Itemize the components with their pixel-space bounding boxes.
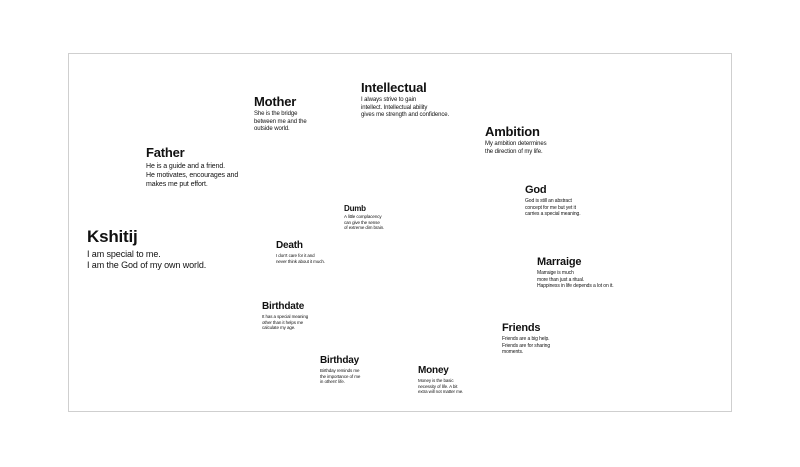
node-desc-money: Money is the basic necessity of life. A bit extra will not matter me. <box>418 378 464 394</box>
node-money <box>418 365 463 395</box>
node-title-marraige: Marraige <box>537 256 582 268</box>
node-title-mother: Mother <box>254 94 297 109</box>
node-title-ambition: Ambition <box>485 124 540 139</box>
node-title-birthday: Birthday <box>320 355 359 366</box>
node-title-father: Father <box>146 145 185 160</box>
node-intellectual <box>361 80 449 120</box>
node-desc-ambition: My ambition determines the direction of my life. <box>485 141 547 155</box>
node-god <box>525 184 580 218</box>
node-ambition <box>485 124 547 156</box>
node-death <box>276 240 325 264</box>
node-desc-mother: She is the bridge between me and the outside world. <box>254 111 307 132</box>
node-desc-birthdate: It has a special meaning other than it helps me calculate my age. <box>262 314 309 330</box>
node-desc-god: God is still an abstract concept for me but yet it carries a special meaning. <box>525 198 581 217</box>
node-birthday <box>320 355 360 385</box>
node-desc-intellectual: I always strive to gain intellect. Intellectual ability gives me strength and confidence. <box>361 97 450 118</box>
node-title-kshitij: Kshitij <box>87 227 138 246</box>
node-title-friends: Friends <box>502 322 541 334</box>
node-desc-kshitij: I am special to me. I am the God of my own world. <box>87 249 207 270</box>
node-father <box>146 145 238 189</box>
node-desc-dumb: A little complacency can give the sense of extreme dim brain. <box>344 214 385 230</box>
node-desc-marraige: Marraige is much more than just a ritual. Happiness in life depends a lot on it. <box>537 270 614 289</box>
node-marraige <box>537 256 614 290</box>
node-mother <box>254 94 307 134</box>
node-title-god: God <box>525 184 547 196</box>
node-desc-birthday: Birthday reminds me the importance of me in others' life. <box>320 368 361 384</box>
node-desc-death: I don't care for it and never think about it much. <box>276 253 325 264</box>
node-birthdate <box>262 301 308 331</box>
node-friends <box>502 322 550 356</box>
node-title-money: Money <box>418 365 449 376</box>
node-title-dumb: Dumb <box>344 204 366 213</box>
node-dumb <box>344 204 384 231</box>
node-title-death: Death <box>276 240 303 251</box>
node-desc-friends: Friends are a big help. Friends are for sharing moments. <box>502 336 551 355</box>
node-kshitij <box>87 227 206 270</box>
node-title-intellectual: Intellectual <box>361 80 427 95</box>
node-desc-father: He is a guide and a friend. He motivates, encourages and makes me put effort. <box>146 163 239 188</box>
node-title-birthdate: Birthdate <box>262 301 305 312</box>
